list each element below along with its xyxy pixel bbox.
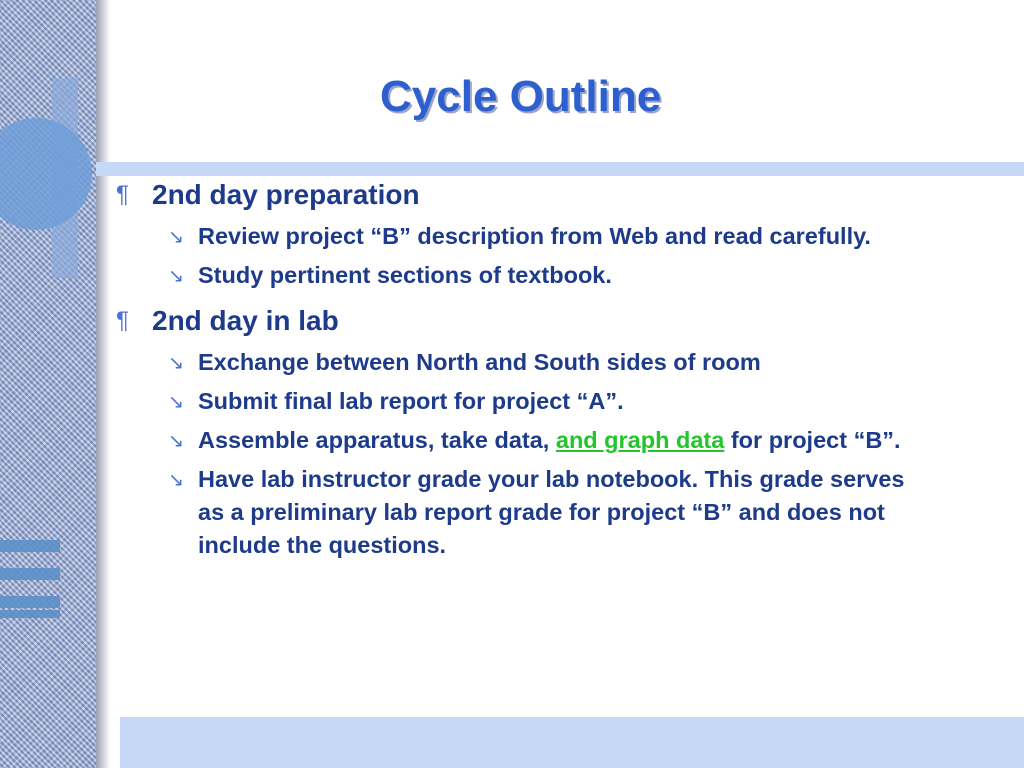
arrow-bullet-icon: ↘ bbox=[168, 431, 184, 452]
outline-item bbox=[168, 463, 910, 562]
outline-item-text-after: for project “B”. bbox=[724, 427, 901, 453]
outline-item-text: Have lab instructor grade your lab notebook. This grade serves as a preliminary lab report grade for project “B” and does not include the questions. bbox=[198, 466, 905, 558]
outline-heading-text: 2nd day in lab bbox=[152, 305, 339, 336]
outline-content bbox=[110, 178, 910, 568]
outline-item-text: Study pertinent sections of textbook. bbox=[198, 262, 612, 288]
pilcrow-bullet-icon: ¶ bbox=[116, 181, 129, 208]
arrow-bullet-icon: ↘ bbox=[168, 227, 184, 248]
decorative-stripe bbox=[0, 596, 60, 608]
outline-item-text: Exchange between North and South sides of room bbox=[198, 349, 761, 375]
arrow-bullet-icon: ↘ bbox=[168, 470, 184, 491]
outline-item-text: Review project “B” description from Web and read carefully. bbox=[198, 223, 871, 249]
outline-item-text: Submit final lab report for project “A”. bbox=[198, 388, 624, 414]
arrow-bullet-icon: ↘ bbox=[168, 392, 184, 413]
arrow-bullet-icon: ↘ bbox=[168, 353, 184, 374]
arrow-bullet-icon: ↘ bbox=[168, 266, 184, 287]
outline-heading bbox=[110, 178, 910, 212]
decorative-stripe bbox=[0, 610, 60, 618]
decorative-stripe bbox=[0, 568, 60, 580]
outline-heading bbox=[110, 304, 910, 338]
outline-item bbox=[168, 346, 910, 379]
footer-band bbox=[120, 717, 1024, 768]
outline-item bbox=[168, 424, 910, 457]
decorative-stripe bbox=[0, 540, 60, 552]
decorative-side-band bbox=[0, 0, 96, 768]
outline-heading-text: 2nd day preparation bbox=[152, 179, 420, 210]
graph-data-link[interactable]: and graph data bbox=[555, 427, 725, 453]
outline-item bbox=[168, 220, 910, 253]
slide-title: Cycle Outline bbox=[380, 72, 662, 121]
pilcrow-bullet-icon: ¶ bbox=[116, 307, 129, 334]
outline-item bbox=[168, 385, 910, 418]
outline-item bbox=[168, 259, 910, 292]
outline-item-text-before: Assemble apparatus, take data, bbox=[198, 427, 556, 453]
title-divider bbox=[96, 162, 1024, 176]
side-band-shadow bbox=[96, 0, 110, 768]
